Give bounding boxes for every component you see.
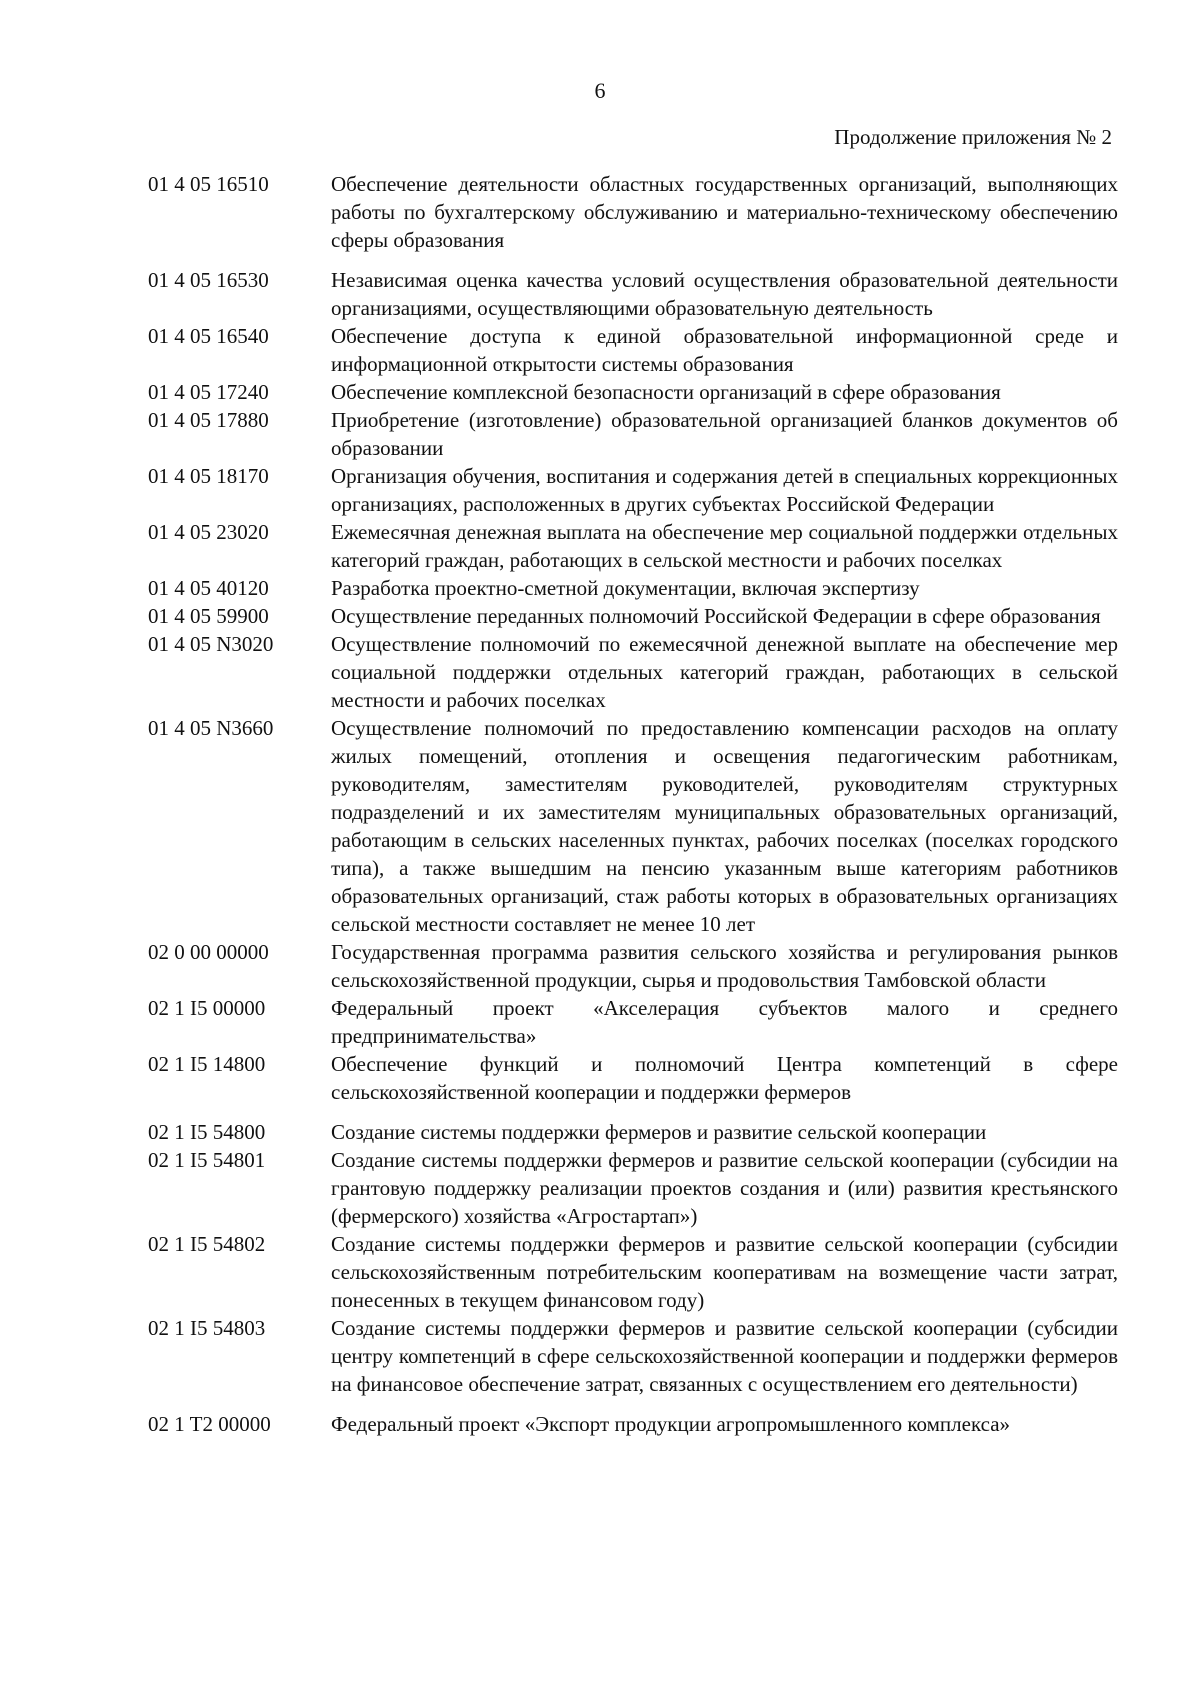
list-item	[148, 1146, 1118, 1230]
list-item	[148, 1118, 1118, 1146]
list-item	[148, 462, 1118, 518]
entry-description: Обеспечение функций и полномочий Центра компетенций в сфере сельскохозяйственной кооперации и поддержки фермеров	[331, 1052, 1118, 1104]
entry-code: 01 4 05 23020	[148, 520, 269, 544]
list-item	[148, 266, 1118, 322]
entry-description: Обеспечение комплексной безопасности организаций в сфере образования	[331, 380, 1001, 404]
entry-description: Организация обучения, воспитания и содержания детей в специальных коррекционных организациях, расположенных в других субъектах Российской Федерации	[331, 464, 1118, 516]
entry-code: 02 1 I5 54801	[148, 1148, 266, 1172]
entry-code: 02 1 I5 54802	[148, 1232, 266, 1256]
entry-description: Осуществление полномочий по ежемесячной денежной выплате на обеспечение мер социальной поддержки отдельных категорий граждан, работающих в сельской местности и рабочих поселках	[331, 632, 1118, 712]
entry-description: Создание системы поддержки фермеров и развитие сельской кооперации	[331, 1120, 987, 1144]
entry-code: 01 4 05 17240	[148, 380, 269, 404]
list-item	[148, 1050, 1118, 1106]
list-item	[148, 994, 1118, 1050]
entry-description: Осуществление переданных полномочий Российской Федерации в сфере образования	[331, 604, 1101, 628]
list-item	[148, 630, 1118, 714]
entries-list	[148, 170, 1118, 1438]
entry-code: 02 1 T2 00000	[148, 1412, 271, 1436]
entry-code: 01 4 05 16540	[148, 324, 269, 348]
list-item	[148, 1410, 1118, 1438]
list-item	[148, 170, 1118, 254]
entry-description: Обеспечение доступа к единой образовательной информационной среде и информационной открытости системы образования	[331, 324, 1118, 376]
entry-description: Государственная программа развития сельского хозяйства и регулирования рынков сельскохозяйственной продукции, сырья и продовольствия Тамбовской области	[331, 940, 1118, 992]
entry-description: Ежемесячная денежная выплата на обеспечение мер социальной поддержки отдельных категорий граждан, работающих в сельской местности и рабочих поселках	[331, 520, 1118, 572]
entry-description: Независимая оценка качества условий осуществления образовательной деятельности организациями, осуществляющими образовательную деятельность	[331, 268, 1118, 320]
entry-code: 02 0 00 00000	[148, 940, 269, 964]
list-item	[148, 322, 1118, 378]
list-item	[148, 518, 1118, 574]
entry-description: Федеральный проект «Акселерация субъектов малого и среднего предпринимательства»	[331, 996, 1118, 1048]
entry-code: 02 1 I5 54800	[148, 1120, 266, 1144]
entry-code: 02 1 I5 14800	[148, 1052, 266, 1076]
entry-description: Осуществление полномочий по предоставлению компенсации расходов на оплату жилых помещений, отопления и освещения педагогическим работникам, руководителям, заместителям руководителей, руководителям структурных подразделений и их заместителям муниципальных образовательных организаций, работающим в сельских населенных пунктах, рабочих поселках (поселках городского типа), а также вышедшим на пенсию указанным выше категориям работников образовательных организаций, стаж работы которых в образовательных организациях сельской местности составляет не менее 10 лет	[331, 716, 1118, 936]
entry-code: 01 4 05 18170	[148, 464, 269, 488]
entry-code: 02 1 I5 00000	[148, 996, 266, 1020]
list-item	[148, 574, 1118, 602]
entry-description: Создание системы поддержки фермеров и развитие сельской кооперации (субсидии на грантовую поддержку реализации проектов создания и (или) развития крестьянского (фермерского) хозяйства «Агростартап»)	[331, 1148, 1118, 1228]
entry-description: Создание системы поддержки фермеров и развитие сельской кооперации (субсидии сельскохозяйственным потребительским кооперативам на возмещение части затрат, понесенных в текущем финансовом году)	[331, 1232, 1118, 1312]
entry-description: Разработка проектно-сметной документации, включая экспертизу	[331, 576, 920, 600]
entry-description: Создание системы поддержки фермеров и развитие сельской кооперации (субсидии центру компетенций в сфере сельскохозяйственной кооперации и поддержки фермеров на финансовое обеспечение затрат, связанных с осуществлением его деятельности)	[331, 1316, 1118, 1396]
page-number: 6	[594, 78, 606, 103]
list-item	[148, 938, 1118, 994]
header-note: Продолжение приложения № 2	[834, 125, 1112, 149]
entry-code: 02 1 I5 54803	[148, 1316, 266, 1340]
entry-code: 01 4 05 N3660	[148, 716, 274, 740]
list-item	[148, 406, 1118, 462]
entry-description: Федеральный проект «Экспорт продукции агропромышленного комплекса»	[331, 1412, 1011, 1436]
entry-code: 01 4 05 59900	[148, 604, 269, 628]
entry-description: Обеспечение деятельности областных государственных организаций, выполняющих работы по бухгалтерскому обслуживанию и материально-техническому обеспечению сферы образования	[331, 172, 1118, 252]
entry-description: Приобретение (изготовление) образовательной организацией бланков документов об образовании	[331, 408, 1118, 460]
entry-code: 01 4 05 N3020	[148, 632, 274, 656]
list-item	[148, 714, 1118, 938]
list-item	[148, 378, 1118, 406]
entry-code: 01 4 05 17880	[148, 408, 269, 432]
list-item	[148, 1314, 1118, 1398]
list-item	[148, 602, 1118, 630]
entry-code: 01 4 05 16530	[148, 268, 269, 292]
entry-code: 01 4 05 40120	[148, 576, 269, 600]
list-item	[148, 1230, 1118, 1314]
entry-code: 01 4 05 16510	[148, 172, 269, 196]
